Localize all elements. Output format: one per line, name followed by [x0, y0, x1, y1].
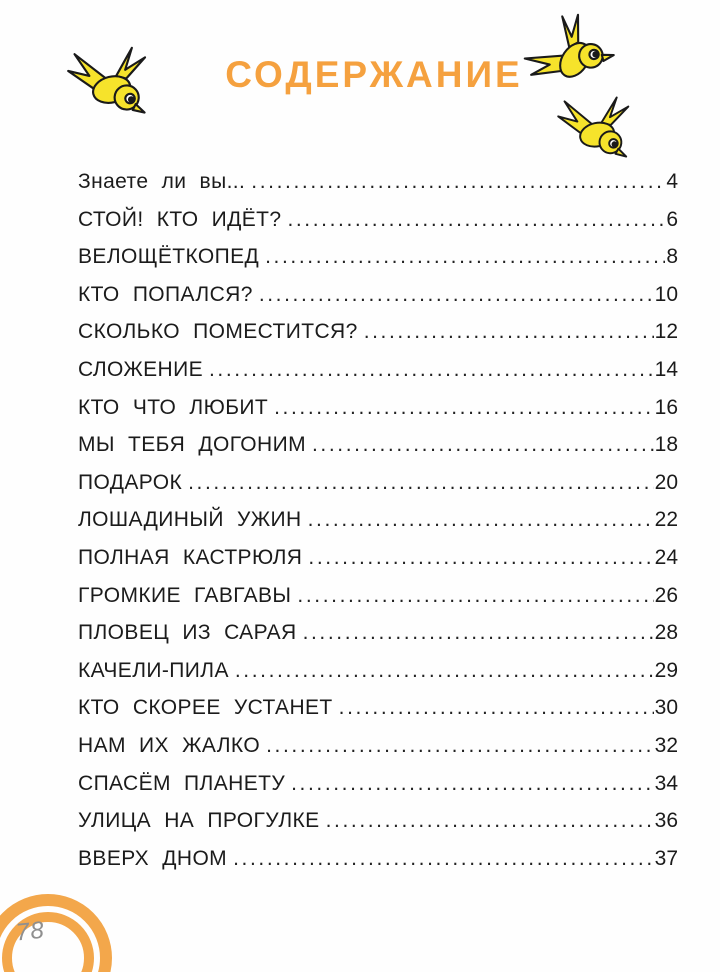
toc-entry-title: УЛИЦА НА ПРОГУЛКЕ	[78, 809, 320, 833]
dot-leader	[233, 840, 654, 878]
dot-leader	[326, 802, 654, 840]
toc-entry-page: 22	[654, 508, 678, 532]
toc-entry-page: 36	[654, 809, 678, 833]
toc-entry	[78, 577, 678, 615]
toc-entry-title: Знаете ли вы...	[78, 170, 246, 193]
toc-entry	[78, 426, 678, 464]
toc-entry-title: ПЛОВЕЦ ИЗ САРАЯ	[78, 621, 297, 645]
toc-entry-page: 16	[654, 395, 678, 419]
toc-entry	[78, 727, 678, 765]
toc-entry-page: 8	[666, 245, 678, 269]
toc-entry	[78, 614, 678, 652]
toc-entry-title: КАЧЕЛИ-ПИЛА	[78, 658, 229, 682]
dot-leader	[265, 238, 665, 276]
dot-leader	[209, 351, 654, 389]
toc-entry-title: СТОЙ! КТО ИДЁТ?	[78, 207, 282, 231]
dot-leader	[308, 501, 654, 539]
dot-leader	[287, 201, 665, 239]
toc-entry-title: КТО СКОРЕЕ УСТАНЕТ	[78, 696, 333, 720]
table-of-contents	[78, 163, 678, 877]
page-number: 78	[14, 916, 46, 947]
toc-entry-page: 26	[654, 583, 678, 607]
toc-entry-page: 28	[654, 621, 678, 645]
toc-entry	[78, 652, 678, 690]
toc-entry-page: 6	[666, 207, 678, 231]
toc-entry-title: СЛОЖЕНИЕ	[78, 357, 203, 381]
dot-leader	[297, 577, 653, 615]
toc-entry	[78, 464, 678, 502]
dot-leader	[274, 389, 654, 427]
toc-entry	[78, 163, 678, 201]
toc-entry-page: 4	[666, 170, 678, 193]
dot-leader	[339, 689, 654, 727]
toc-entry	[78, 840, 678, 878]
toc-entry-title: ВВЕРХ ДНОМ	[78, 846, 228, 870]
toc-entry-page: 32	[654, 733, 678, 757]
dot-leader	[291, 765, 654, 803]
toc-entry-page: 37	[654, 846, 678, 870]
toc-entry-page: 29	[654, 658, 678, 682]
toc-entry-title: МЫ ТЕБЯ ДОГОНИМ	[78, 433, 306, 457]
toc-entry-title: ПОЛНАЯ КАСТРЮЛЯ	[78, 545, 303, 569]
toc-entry	[78, 313, 678, 351]
toc-entry-title: НАМ ИХ ЖАЛКО	[78, 733, 261, 757]
toc-entry	[78, 501, 678, 539]
toc-entry	[78, 238, 678, 276]
toc-entry	[78, 389, 678, 427]
toc-entry-title: КТО ЧТО ЛЮБИТ	[78, 395, 269, 419]
toc-entry-page: 12	[654, 320, 678, 344]
toc-entry	[78, 276, 678, 314]
dot-leader	[312, 426, 654, 464]
page-title: СОДЕРЖАНИЕ	[225, 54, 523, 95]
toc-entry-title: ГРОМКИЕ ГАВГАВЫ	[78, 583, 292, 607]
dot-leader	[188, 464, 654, 502]
dot-leader	[251, 163, 665, 201]
dot-leader	[303, 614, 654, 652]
toc-entry	[78, 689, 678, 727]
toc-entry-page: 34	[654, 771, 678, 795]
toc-entry	[78, 351, 678, 389]
toc-entry	[78, 201, 678, 239]
toc-entry-title: СКОЛЬКО ПОМЕСТИТСЯ?	[78, 320, 358, 344]
toc-entry-title: ПОДАРОК	[78, 470, 183, 494]
toc-entry-title: СПАСЁМ ПЛАНЕТУ	[78, 771, 286, 795]
toc-entry-page: 10	[654, 282, 678, 306]
toc-entry	[78, 765, 678, 803]
dot-leader	[266, 727, 654, 765]
toc-entry-title: КТО ПОПАЛСЯ?	[78, 282, 253, 306]
toc-entry	[78, 802, 678, 840]
dot-leader	[259, 276, 654, 314]
toc-entry-title: ВЕЛОЩЁТКОПЕД	[78, 245, 260, 269]
toc-entry	[78, 539, 678, 577]
dot-leader	[308, 539, 653, 577]
toc-entry-page: 24	[654, 545, 678, 569]
toc-entry-page: 30	[654, 696, 678, 720]
toc-entry-title: ЛОШАДИНЫЙ УЖИН	[78, 508, 302, 532]
toc-entry-page: 14	[654, 357, 678, 381]
dot-leader	[364, 313, 654, 351]
toc-entry-page: 18	[654, 433, 678, 457]
toc-entry-page: 20	[654, 470, 678, 494]
dot-leader	[235, 652, 654, 690]
